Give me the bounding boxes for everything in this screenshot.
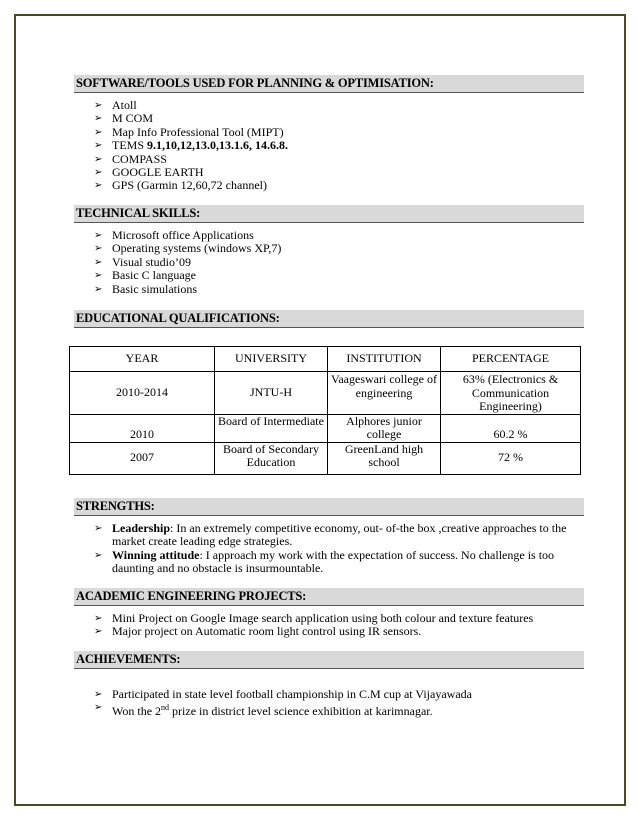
list-item: ➢ Operating systems (windows XP,7) [94, 241, 282, 256]
list-item: ➢ Map Info Professional Tool (MIPT) [94, 124, 284, 139]
achievements-section [74, 651, 584, 719]
software-section [74, 75, 584, 193]
table-header: INSTITUTION [328, 347, 441, 372]
table-header-row [70, 347, 581, 372]
achievements-list [74, 688, 584, 719]
list-item: ➢ GPS (Garmin 12,60,72 channel) [94, 178, 267, 193]
strengths-section [74, 498, 584, 576]
list-item: ➢ Microsoft office Applications [94, 228, 254, 242]
list-item: ➢ COMPASS [94, 151, 167, 166]
strengths-heading: STRENGTHS: [74, 498, 584, 516]
list-item: ➢ Leadership: In an extremely competitive economy, out- of-the box ,creative approaches to the market create leading edge strategies. [94, 521, 567, 549]
table-cell: 60.2 % [441, 414, 581, 442]
table-cell: 63% (Electronics & Communication Engineering) [441, 372, 581, 415]
list-item: ➢ M COM [94, 111, 154, 126]
achievements-heading: ACHIEVEMENTS: [74, 651, 584, 669]
list-item: ➢ Mini Project on Google Image search application using both colour and texture features [94, 611, 534, 625]
list-item: ➢ Major project on Automatic room light control using IR sensors. [94, 624, 422, 639]
arrow-bullet-icon: ➢ [94, 523, 103, 534]
arrow-bullet-icon: ➢ [94, 113, 103, 125]
education-heading: EDUCATIONAL QUALIFICATIONS: [74, 310, 584, 328]
software-list [74, 99, 584, 193]
list-item: ➢ Basic C language [94, 268, 196, 283]
table-row [70, 372, 581, 415]
table-header: YEAR [70, 347, 215, 372]
arrow-bullet-icon: ➢ [94, 613, 103, 624]
list-item: ➢ Won the 2nd prize in district level science exhibition at karimnagar. [94, 702, 433, 719]
arrow-bullet-icon: ➢ [94, 243, 103, 255]
arrow-bullet-icon: ➢ [94, 626, 103, 638]
arrow-bullet-icon: ➢ [94, 153, 103, 165]
strengths-list [74, 522, 584, 576]
projects-section [74, 588, 584, 639]
table-cell: Board of Intermediate [215, 414, 328, 442]
list-item: ➢ Basic simulations [94, 281, 197, 296]
list-item: ➢ Visual studio’09 [94, 254, 191, 269]
list-item: ➢ Winning attitude: I approach my work with the expectation of success. No challenge is too daunting and no obstacle is insurmountable. [94, 547, 555, 576]
table-cell: 72 % [441, 442, 581, 474]
education-section [74, 310, 584, 328]
table-row [70, 414, 581, 442]
technical-list [74, 229, 584, 296]
table-row [70, 442, 581, 474]
table-header: UNIVERSITY [215, 347, 328, 372]
table-cell: Alphores junior college [328, 414, 441, 442]
arrow-bullet-icon: ➢ [94, 126, 103, 138]
arrow-bullet-icon: ➢ [94, 283, 103, 295]
table-cell: 2007 [70, 442, 215, 474]
software-heading: SOFTWARE/TOOLS USED FOR PLANNING & OPTIMISATION: [74, 75, 584, 93]
table-header: PERCENTAGE [441, 347, 581, 372]
table-cell: JNTU-H [215, 372, 328, 415]
arrow-bullet-icon: ➢ [94, 180, 103, 192]
technical-heading: TECHNICAL SKILLS: [74, 205, 584, 223]
arrow-bullet-icon: ➢ [94, 140, 103, 152]
arrow-bullet-icon: ➢ [94, 230, 103, 241]
arrow-bullet-icon: ➢ [94, 167, 103, 179]
table-cell: Vaageswari college of engineering [328, 372, 441, 415]
table-cell: GreenLand high school [328, 442, 441, 474]
arrow-bullet-icon: ➢ [94, 100, 103, 111]
list-item: ➢ Participated in state level football championship in C.M cup at Vijayawada [94, 687, 472, 701]
education-table [69, 346, 581, 475]
list-item: ➢ Atoll [94, 98, 137, 112]
arrow-bullet-icon: ➢ [94, 702, 103, 714]
table-cell: 2010 [70, 414, 215, 442]
list-item: ➢ GOOGLE EARTH [94, 165, 204, 180]
arrow-bullet-icon: ➢ [94, 270, 103, 282]
projects-list [74, 612, 584, 639]
arrow-bullet-icon: ➢ [94, 549, 103, 561]
table-cell: 2010-2014 [70, 372, 215, 415]
arrow-bullet-icon: ➢ [94, 689, 103, 700]
arrow-bullet-icon: ➢ [94, 256, 103, 268]
projects-heading: ACADEMIC ENGINEERING PROJECTS: [74, 588, 584, 606]
table-cell: Board of Secondary Education [215, 442, 328, 474]
list-item: ➢ TEMS 9.1,10,12,13.0,13.1.6, 14.6.8. [94, 138, 289, 153]
technical-section [74, 205, 584, 296]
